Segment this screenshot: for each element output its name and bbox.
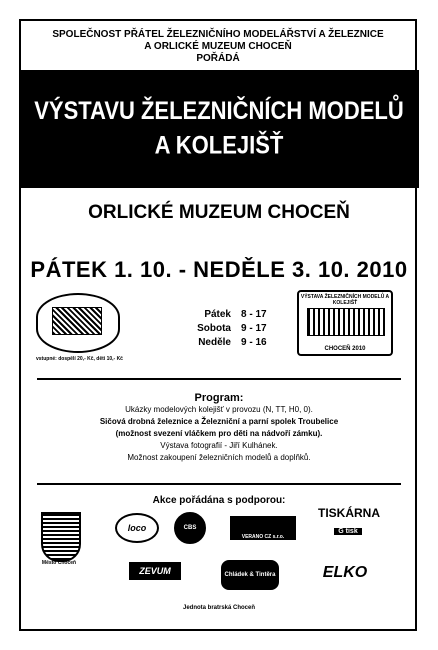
program-line: Výstava fotografií - Jiří Kulhánek.	[160, 441, 278, 450]
zevum-logo: ZEVUM	[129, 562, 181, 580]
elko-logo: ELKO	[322, 564, 368, 581]
organizer-line-2: A ORLICKÉ MUZEUM CHOCEŇ	[144, 41, 292, 52]
organizer-line-1: SPOLEČNOST PŘÁTEL ŽELEZNIČNÍHO MODELÁŘSTVÍ A ŽELEZNICE	[52, 29, 384, 40]
city-name: Město Choceň	[41, 560, 77, 566]
tiskarna-subtitle: G tisk	[334, 528, 361, 535]
entry-fee: vstupné: dospělí 20,- Kč, děti 10,- Kč	[36, 356, 123, 362]
train-station-image	[307, 308, 385, 336]
opening-hours	[191, 308, 281, 350]
event-title-line-1: VÝSTAVU ŽELEZNIČNÍCH MODELŮ	[34, 95, 404, 125]
chladek-tintera-logo: Chládek & Tintěra	[221, 560, 279, 590]
hours-row	[191, 322, 281, 336]
hours-row	[191, 308, 281, 322]
program-line: Možnost zakoupení železničních modelů a doplňků.	[127, 453, 311, 462]
exhibition-stamp-title: VÝSTAVA ŽELEZNIČNÍCH MODELŮ A KOLEJIŠŤ	[300, 294, 390, 306]
event-dates: PÁTEK 1. 10. - NEDĚLE 3. 10. 2010	[30, 257, 408, 282]
footer-sponsor: Jednota bratrská Choceň	[182, 605, 256, 611]
cbs-logo: CBS	[174, 512, 206, 544]
tiskarna-logo	[318, 506, 378, 538]
organizer-line-3: POŘÁDÁ	[196, 53, 240, 64]
program-line: Ukázky modelových kolejišť v provozu (N, TT, H0, 0).	[125, 405, 313, 414]
program-heading: Program:	[194, 392, 244, 404]
sponsors-heading: Akce pořádána s podporou:	[152, 495, 286, 506]
event-title	[0, 94, 438, 163]
program-section	[0, 392, 438, 464]
program-line: (možnost svezení vláčkem pro děti na nádvoří zámku).	[115, 429, 323, 438]
organizer-header	[21, 29, 415, 65]
locomotive-image	[52, 307, 102, 335]
exhibition-stamp-bottom: CHOCEŇ 2010	[324, 346, 366, 352]
venue-name: ORLICKÉ MUZEUM CHOCEŇ	[88, 202, 350, 223]
hours-day: Pátek	[204, 309, 231, 320]
verano-logo: VERANO CZ s.r.o.	[230, 516, 296, 540]
city-crest-icon	[41, 512, 81, 562]
tiskarna-title: TISKÁRNA	[318, 506, 380, 520]
club-stamp-text	[44, 296, 110, 301]
hours-row	[191, 336, 281, 350]
hours-time: 9 - 16	[241, 337, 267, 348]
club-stamp-logo	[36, 293, 120, 353]
hours-time: 9 - 17	[241, 323, 267, 334]
loco-logo: loco	[115, 513, 159, 543]
program-line: Sičová drobná železnice a Železniční a parní spolek Troubelice	[99, 417, 339, 426]
hours-day: Neděle	[198, 337, 231, 348]
exhibition-stamp	[297, 290, 393, 356]
hours-time: 8 - 17	[241, 309, 267, 320]
divider-bottom	[37, 483, 401, 485]
event-title-line-2: A KOLEJIŠŤ	[154, 130, 284, 160]
divider-top	[37, 378, 401, 380]
hours-day: Sobota	[197, 323, 231, 334]
